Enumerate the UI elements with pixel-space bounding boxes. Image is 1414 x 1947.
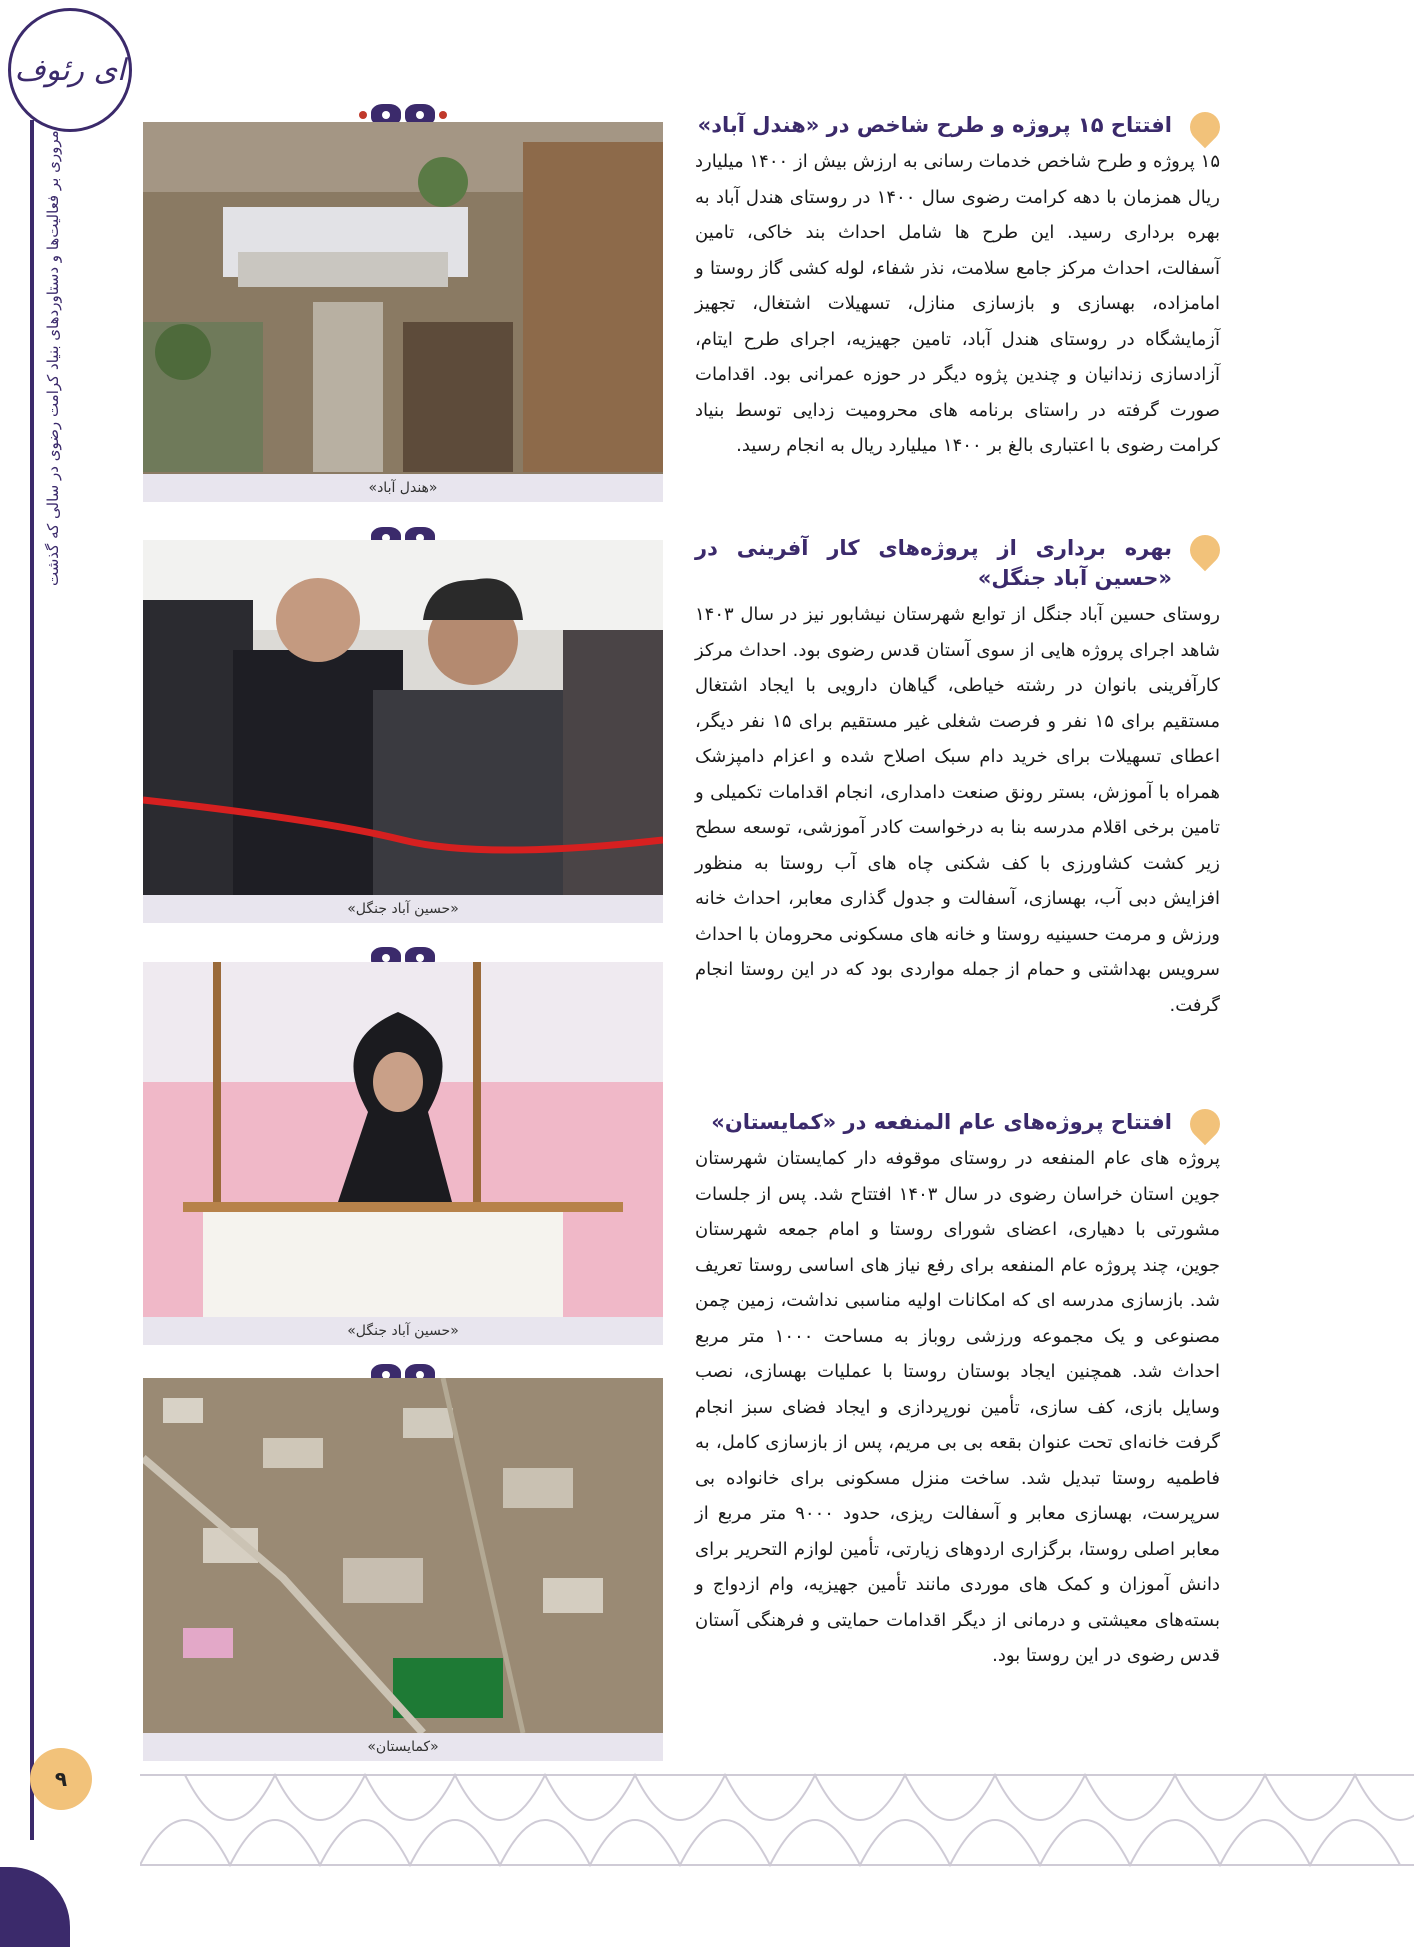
section-body-2: روستای حسین آباد جنگل از توابع شهرستان نیشابور نیز در سال ۱۴۰۳ شاهد اجرای پروژه هایی از سوی آستان قدس رضوی بود. احداث مرکز کارآفرینی بانوان در رشته خیاطی، گیاهان دارویی با ایجاد اشتغال مستقیم برای ۱۵ نفر و فرصت شغلی غیر مستقیم برای ۱۵ نفر دیگر، اعطای تسهیلات برای خرید دام سبک اصلاح شده و اعزام دامپزشک همراه با آموزش، بستر رونق صنعت دامداری، انجام اقدامات تکمیلی و تامین برخی اقلام مدرسه بنا به درخواست کادر آموزشی، توسعه سطح زیر کشت کشاورزی با کف شکنی چاه های آب روستا به منظور افزایش دبی آب، بهسازی، آسفالت و جدول گذاری معابر، احداث خانه ورزش و مرمت حسینیه روستا و خانه های مسکونی محرومان با احداث سرویس بهداشتی و حمام از جمله مواردی بود که در این روستا انجام گرفت. (695, 604, 1220, 1016)
title-bullet-icon (1184, 529, 1226, 571)
photo-ribbon-cutting (143, 540, 663, 895)
section-title-3 (695, 1107, 1220, 1137)
photo-caption-1: «هندل آباد» (143, 474, 663, 502)
article-section-3 (695, 1107, 1220, 1674)
section-title-2-text: بهره برداری از پروژه‌های کار آفرینی در «حسین آباد جنگل» (695, 536, 1172, 590)
photo-handalabad (143, 122, 663, 474)
section-body-1: ۱۵ پروژه و طرح شاخص خدمات رسانی به ارزش بیش از ۱۴۰۰ میلیارد ریال همزمان با دهه کرامت رضوی سال ۱۴۰۰ در روستای هندل آباد به بهره برداری رسید. این طرح ها شامل احداث بند خاکی، تامین آسفالت، احداث مرکز جامع سلامت، نذر شفاء، لوله کشی گاز روستا و امامزاده، بهسازی و بازسازی منازل، تسهیلات اشتغال، تجهیز آزمایشگاه در روستای هندل آباد، تامین جهیزیه، اجرای طرح ایتام، آزادسازی زندانیان و چندین پژوه دیگر در حوزه عمرانی بود. اقدامات صورت گرفته در راستای برنامه های محرومیت زدایی توسط بنیاد کرامت رضوی با اعتباری بالغ بر ۱۴۰۰ میلیارد ریال به انجام رسید. (695, 151, 1220, 456)
section-body-3: پروژه های عام المنفعه در روستای موقوفه دار کمایستان شهرستان جوین استان خراسان رضوی در سال ۱۴۰۳ افتتاح شد. پس از جلسات مشورتی با دهیاری، اعضای شورای روستا و امام جمعه شهرستان جوین، چند پروژه عام المنفعه برای رفع نیاز های اساسی روستا تعریف شد. بازسازی مدرسه ای که امکانات اولیه مناسبی نداشت، زمین چمن مصنوعی و یک مجموعه ورزشی روباز به مساحت ۱۰۰۰ متر مربع احداث شد. همچنین ایجاد بوستان روستا با عملیات بهسازی، نصب وسایل بازی، کف سازی، تأمین نورپردازی و ایجاد فضای سبز انجام گرفت خانه‌ای تحت عنوان بقعه بی بی مریم، پس از بازسازی کامل، به فاطمیه روستا تبدیل شد. ساخت منزل مسکونی برای خانواده بی سرپرست، بهسازی معابر و آسفالت ریزی، حدود ۹۰۰۰ متر مربع از معابر اصلی روستا، برگزاری اردوهای زیارتی، تأمین لوازم التحریر برای دانش آموزان و کمک های موردی مانند تأمین جهیزیه، وام ازدواج و بسته‌های معیشتی و درمانی از دیگر اقدامات حمایتی و فرهنگی آستان قدس رضوی در این روستا بود. (695, 1148, 1221, 1666)
title-bullet-icon (1184, 106, 1226, 148)
page-number: ۹ (30, 1748, 92, 1810)
magazine-logo (8, 8, 132, 132)
photo-caption-3: «حسین آباد جنگل» (143, 1317, 663, 1345)
section-title-1-text: افتتاح ۱۵ پروژه و طرح شاخص در «هندل آباد» (697, 113, 1172, 137)
section-title-3-text: افتتاح پروژه‌های عام المنفعه در «کمایستان» (711, 1110, 1172, 1134)
article-section-2 (695, 533, 1220, 1023)
photo-kamaystan-aerial (143, 1378, 663, 1733)
side-bar (30, 120, 34, 1840)
section-title-1 (695, 110, 1220, 140)
title-bullet-icon (1184, 1103, 1226, 1145)
section-title-2 (695, 533, 1220, 593)
logo-text: ای رئوف (14, 52, 126, 88)
footer-pattern (140, 1765, 1414, 1875)
vertical-running-title: مروری بر فعالیت‌ها و دستاوردهای بنیاد کرامت رضوی در سالی که گذشت (44, 130, 62, 586)
photo-weaving (143, 962, 663, 1317)
article-section-1 (695, 110, 1220, 464)
photo-caption-2: «حسین آباد جنگل» (143, 895, 663, 923)
photo-caption-4: «کمایستان» (143, 1733, 663, 1761)
